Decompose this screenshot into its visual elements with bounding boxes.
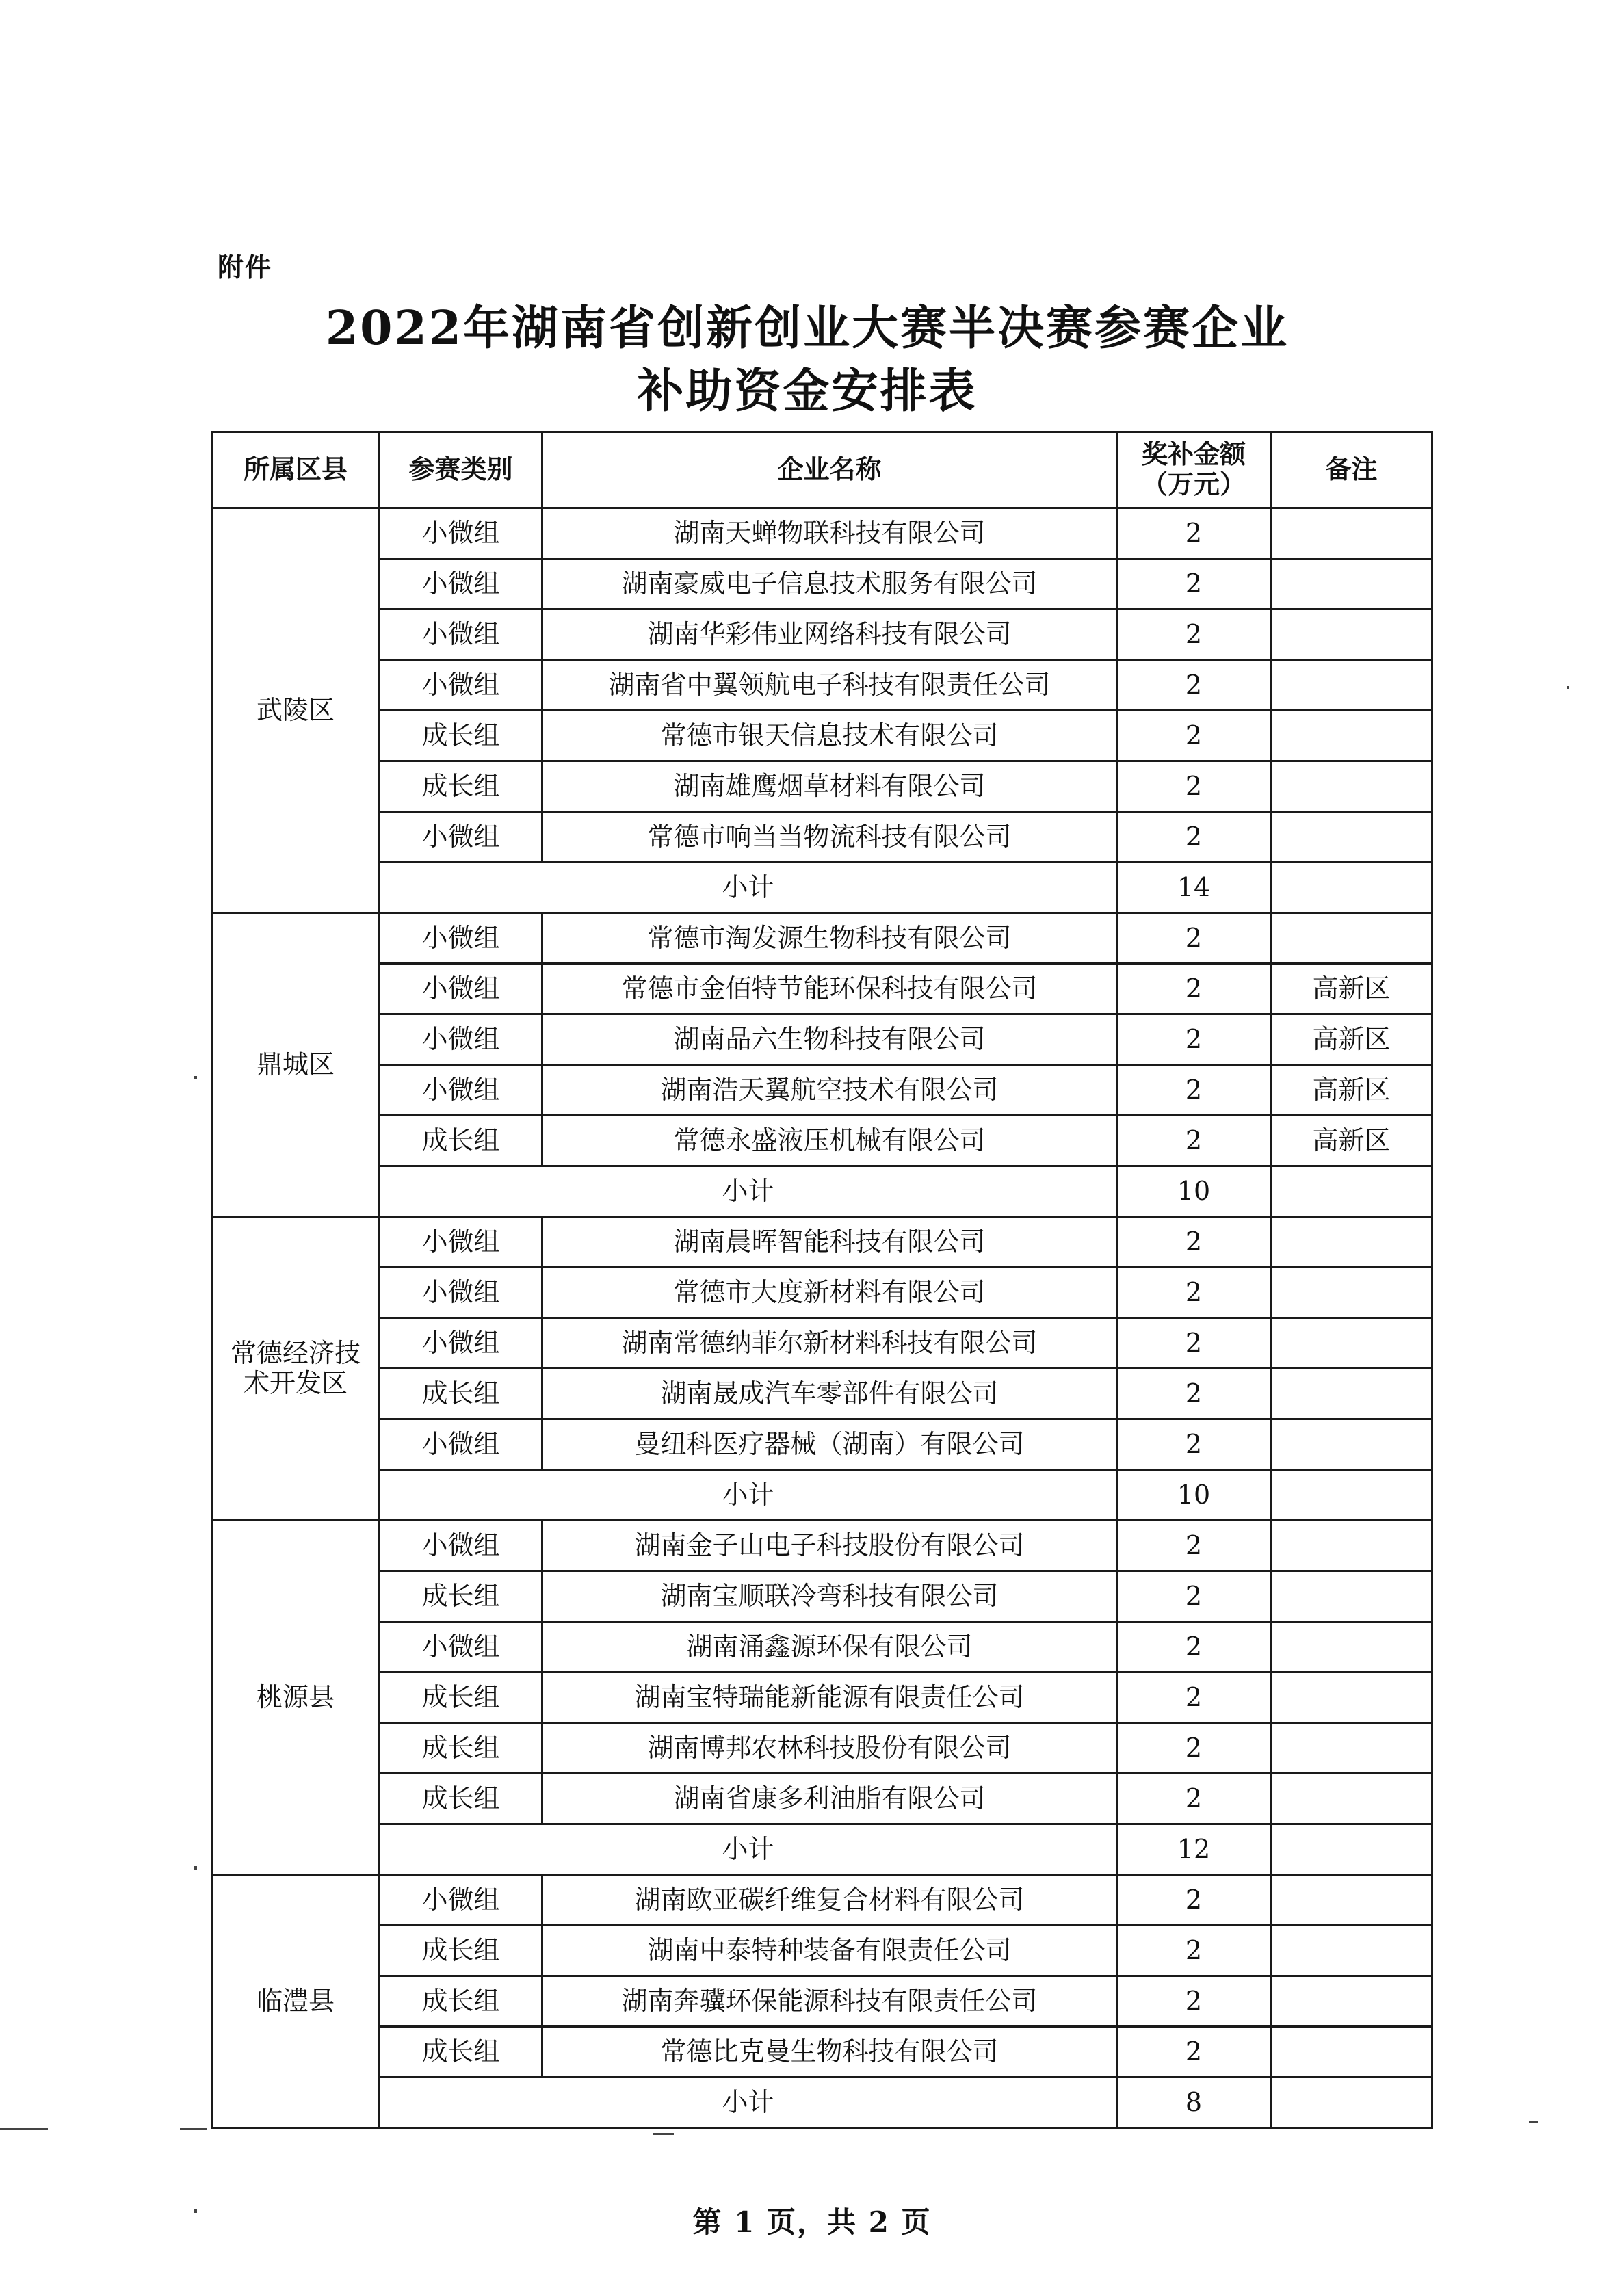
amount-cell: 2	[1117, 1014, 1271, 1065]
page-number: 第 1 页，共 2 页	[692, 2205, 932, 2239]
amount-cell: 2	[1117, 1521, 1271, 1571]
company-cell: 常德市大度新材料有限公司	[542, 1268, 1117, 1318]
category-cell: 成长组	[380, 1369, 542, 1419]
header-note: 备注	[1271, 432, 1432, 508]
note-cell	[1271, 1824, 1432, 1875]
scan-speck	[180, 2128, 207, 2130]
subtotal-amount: 10	[1117, 1470, 1271, 1521]
note-cell	[1271, 812, 1432, 863]
table-row	[212, 1571, 1432, 1622]
table-row	[212, 1723, 1432, 1774]
category-cell: 成长组	[380, 1926, 542, 1976]
company-cell: 常德比克曼生物科技有限公司	[542, 2027, 1117, 2077]
page-title: 2022年湖南省创新创业大赛半决赛参赛企业	[325, 301, 1289, 356]
company-cell: 湖南欧亚碳纤维复合材料有限公司	[542, 1875, 1117, 1926]
table-row	[212, 1419, 1432, 1470]
header-district: 所属区县	[212, 432, 380, 508]
note-cell	[1271, 1673, 1432, 1723]
company-cell: 湖南品六生物科技有限公司	[542, 1014, 1117, 1065]
table-row	[212, 2027, 1432, 2077]
company-cell: 常德市金佰特节能环保科技有限公司	[542, 964, 1117, 1014]
note-cell	[1271, 711, 1432, 761]
amount-cell: 2	[1117, 812, 1271, 863]
note-cell	[1271, 559, 1432, 609]
company-cell: 湖南宝顺联冷弯科技有限公司	[542, 1571, 1117, 1622]
company-cell: 湖南奔骥环保能源科技有限责任公司	[542, 1976, 1117, 2027]
company-cell: 湖南浩天翼航空技术有限公司	[542, 1065, 1117, 1116]
table-row	[212, 1217, 1432, 1268]
note-cell	[1271, 609, 1432, 660]
table-row	[212, 1369, 1432, 1419]
category-cell: 小微组	[380, 660, 542, 711]
table-row	[212, 1268, 1432, 1318]
annex-label: 附件	[218, 252, 273, 283]
note-cell	[1271, 913, 1432, 964]
amount-cell: 2	[1117, 761, 1271, 812]
table-row	[212, 1926, 1432, 1976]
amount-cell: 2	[1117, 1774, 1271, 1824]
table-row	[212, 1875, 1432, 1926]
category-cell: 成长组	[380, 1673, 542, 1723]
table-body	[212, 508, 1432, 2128]
company-cell: 湖南涌鑫源环保有限公司	[542, 1622, 1117, 1673]
table-row	[212, 1014, 1432, 1065]
district-cell: 鼎城区	[212, 913, 380, 1217]
note-cell	[1271, 2077, 1432, 2128]
category-cell: 小微组	[380, 1521, 542, 1571]
header-amount	[1117, 432, 1271, 508]
note-cell	[1271, 1217, 1432, 1268]
district-cell: 桃源县	[212, 1521, 380, 1875]
subtotal-row	[212, 1470, 1432, 1521]
note-cell	[1271, 1521, 1432, 1571]
amount-cell: 2	[1117, 2027, 1271, 2077]
company-cell: 常德市淘发源生物科技有限公司	[542, 913, 1117, 964]
amount-cell: 2	[1117, 1217, 1271, 1268]
note-cell	[1271, 1723, 1432, 1774]
category-cell: 小微组	[380, 1217, 542, 1268]
note-cell	[1271, 1268, 1432, 1318]
subtotal-row	[212, 1166, 1432, 1217]
amount-cell: 2	[1117, 913, 1271, 964]
amount-cell: 2	[1117, 609, 1271, 660]
note-cell	[1271, 1622, 1432, 1673]
table-row	[212, 660, 1432, 711]
subtotal-amount: 8	[1117, 2077, 1271, 2128]
category-cell: 成长组	[380, 1116, 542, 1166]
table-row	[212, 1976, 1432, 2027]
category-cell: 成长组	[380, 761, 542, 812]
header-amount-line2: （万元）	[1141, 469, 1246, 499]
category-cell: 成长组	[380, 2027, 542, 2077]
amount-cell: 2	[1117, 1976, 1271, 2027]
subtotal-amount: 14	[1117, 863, 1271, 913]
company-cell: 湖南博邦农林科技股份有限公司	[542, 1723, 1117, 1774]
amount-cell: 2	[1117, 1926, 1271, 1976]
subtotal-row	[212, 2077, 1432, 2128]
note-cell	[1271, 863, 1432, 913]
note-cell	[1271, 1976, 1432, 2027]
header-amount-line1: 奖补金额	[1141, 439, 1246, 470]
note-cell	[1271, 1166, 1432, 1217]
note-cell: 高新区	[1271, 1014, 1432, 1065]
subtotal-label: 小计	[380, 1166, 1117, 1217]
scan-speck	[653, 2133, 674, 2135]
category-cell: 成长组	[380, 1571, 542, 1622]
category-cell: 成长组	[380, 1976, 542, 2027]
company-cell: 湖南华彩伟业网络科技有限公司	[542, 609, 1117, 660]
category-cell: 成长组	[380, 1774, 542, 1824]
company-cell: 湖南雄鹰烟草材料有限公司	[542, 761, 1117, 812]
category-cell: 小微组	[380, 913, 542, 964]
category-cell: 小微组	[380, 508, 542, 559]
amount-cell: 2	[1117, 1065, 1271, 1116]
amount-cell: 2	[1117, 1419, 1271, 1470]
category-cell: 小微组	[380, 1318, 542, 1369]
district-line: 术开发区	[243, 1367, 348, 1398]
category-cell: 成长组	[380, 1723, 542, 1774]
note-cell	[1271, 761, 1432, 812]
header-company: 企业名称	[542, 432, 1117, 508]
scan-speck	[0, 2128, 48, 2130]
scan-speck	[1567, 686, 1569, 689]
scan-speck	[1529, 2121, 1538, 2123]
scan-speck	[194, 1076, 197, 1079]
subtotal-label: 小计	[380, 2077, 1117, 2128]
note-cell	[1271, 1774, 1432, 1824]
district-cell	[212, 1217, 380, 1521]
note-cell	[1271, 508, 1432, 559]
category-cell: 小微组	[380, 964, 542, 1014]
category-cell: 小微组	[380, 609, 542, 660]
table-row	[212, 711, 1432, 761]
amount-cell: 2	[1117, 711, 1271, 761]
table-row	[212, 913, 1432, 964]
note-cell	[1271, 1926, 1432, 1976]
company-cell: 常德永盛液压机械有限公司	[542, 1116, 1117, 1166]
table-header-row	[212, 432, 1432, 508]
table-row	[212, 1673, 1432, 1723]
note-cell: 高新区	[1271, 1116, 1432, 1166]
table-row	[212, 1065, 1432, 1116]
scan-speck	[194, 2209, 197, 2213]
amount-cell: 2	[1117, 964, 1271, 1014]
category-cell: 小微组	[380, 1065, 542, 1116]
allocation-table	[211, 431, 1433, 2129]
district-line: 常德经济技	[230, 1337, 361, 1368]
category-cell: 小微组	[380, 1014, 542, 1065]
category-cell: 小微组	[380, 812, 542, 863]
amount-cell: 2	[1117, 508, 1271, 559]
district-cell: 临澧县	[212, 1875, 380, 2128]
amount-cell: 2	[1117, 559, 1271, 609]
category-cell: 小微组	[380, 1268, 542, 1318]
note-cell	[1271, 1571, 1432, 1622]
note-cell	[1271, 2027, 1432, 2077]
company-cell: 湖南中泰特种装备有限责任公司	[542, 1926, 1117, 1976]
company-cell: 湖南省中翼领航电子科技有限责任公司	[542, 660, 1117, 711]
category-cell: 小微组	[380, 1622, 542, 1673]
note-cell	[1271, 660, 1432, 711]
note-cell	[1271, 1470, 1432, 1521]
table-row	[212, 1622, 1432, 1673]
table-row	[212, 964, 1432, 1014]
company-cell: 曼纽科医疗器械（湖南）有限公司	[542, 1419, 1117, 1470]
district-cell: 武陵区	[212, 508, 380, 913]
table-row	[212, 761, 1432, 812]
amount-cell: 2	[1117, 1622, 1271, 1673]
subtotal-label: 小计	[380, 1824, 1117, 1875]
company-cell: 湖南宝特瑞能新能源有限责任公司	[542, 1673, 1117, 1723]
note-cell	[1271, 1419, 1432, 1470]
category-cell: 小微组	[380, 1875, 542, 1926]
amount-cell: 2	[1117, 1723, 1271, 1774]
note-cell: 高新区	[1271, 964, 1432, 1014]
subtotal-amount: 10	[1117, 1166, 1271, 1217]
table-row	[212, 812, 1432, 863]
header-category: 参赛类别	[380, 432, 542, 508]
company-cell: 湖南晟成汽车零部件有限公司	[542, 1369, 1117, 1419]
amount-cell: 2	[1117, 660, 1271, 711]
table-row	[212, 609, 1432, 660]
category-cell: 成长组	[380, 711, 542, 761]
category-cell: 小微组	[380, 1419, 542, 1470]
scan-speck	[194, 1866, 197, 1870]
amount-cell: 2	[1117, 1673, 1271, 1723]
subtotal-amount: 12	[1117, 1824, 1271, 1875]
subtotal-label: 小计	[380, 1470, 1117, 1521]
note-cell	[1271, 1369, 1432, 1419]
category-cell: 小微组	[380, 559, 542, 609]
note-cell	[1271, 1318, 1432, 1369]
company-cell: 湖南省康多利油脂有限公司	[542, 1774, 1117, 1824]
subtotal-row	[212, 1824, 1432, 1875]
table-row	[212, 1521, 1432, 1571]
amount-cell: 2	[1117, 1369, 1271, 1419]
company-cell: 湖南晨晖智能科技有限公司	[542, 1217, 1117, 1268]
amount-cell: 2	[1117, 1268, 1271, 1318]
company-cell: 湖南天蝉物联科技有限公司	[542, 508, 1117, 559]
company-cell: 湖南豪威电子信息技术服务有限公司	[542, 559, 1117, 609]
page-subtitle: 补助资金安排表	[637, 364, 978, 419]
company-cell: 常德市银天信息技术有限公司	[542, 711, 1117, 761]
company-cell: 湖南金子山电子科技股份有限公司	[542, 1521, 1117, 1571]
note-cell: 高新区	[1271, 1065, 1432, 1116]
table-row	[212, 1774, 1432, 1824]
subtotal-row	[212, 863, 1432, 913]
table-row	[212, 559, 1432, 609]
amount-cell: 2	[1117, 1571, 1271, 1622]
company-cell: 常德市响当当物流科技有限公司	[542, 812, 1117, 863]
note-cell	[1271, 1875, 1432, 1926]
table-row	[212, 508, 1432, 559]
company-cell: 湖南常德纳菲尔新材料科技有限公司	[542, 1318, 1117, 1369]
amount-cell: 2	[1117, 1875, 1271, 1926]
amount-cell: 2	[1117, 1116, 1271, 1166]
subtotal-label: 小计	[380, 863, 1117, 913]
table-row	[212, 1116, 1432, 1166]
table-row	[212, 1318, 1432, 1369]
amount-cell: 2	[1117, 1318, 1271, 1369]
